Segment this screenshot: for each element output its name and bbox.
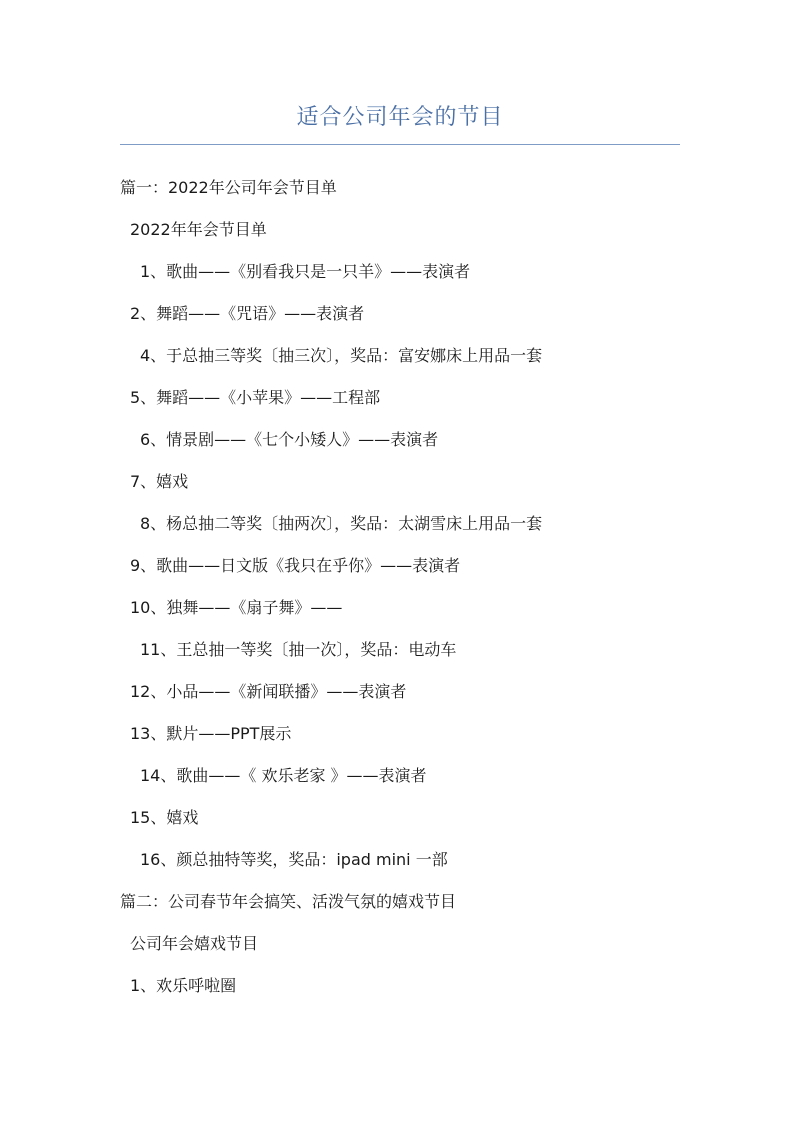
- program-item: 6、情景剧——《七个小矮人》——表演者: [140, 430, 439, 449]
- program-item: 11、王总抽一等奖〔抽一次〕，奖品：电动车: [140, 640, 457, 659]
- program-item: 14、歌曲——《 欢乐老家 》——表演者: [140, 766, 427, 785]
- program-item: 15、嬉戏: [130, 808, 199, 827]
- program-item: 4、于总抽三等奖〔抽三次〕，奖品：富安娜床上用品一套: [140, 346, 543, 365]
- section-heading-2: 篇二：公司春节年会搞笑、活泼气氛的嬉戏节目: [120, 892, 457, 911]
- program-item: 12、小品——《新闻联播》——表演者: [130, 682, 407, 701]
- program-item: 13、默片——PPT展示: [130, 724, 292, 743]
- program-item: 5、舞蹈——《小苹果》——工程部: [130, 388, 381, 407]
- subheading-program-list: 2022年年会节目单: [130, 220, 267, 239]
- title-divider: [120, 144, 680, 145]
- subheading-games: 公司年会嬉戏节目: [130, 934, 259, 953]
- program-item: 10、独舞——《扇子舞》——: [130, 598, 343, 617]
- program-item: 2、舞蹈——《咒语》——表演者: [130, 304, 365, 323]
- game-item: 1、欢乐呼啦圈: [130, 976, 237, 995]
- program-item: 8、杨总抽二等奖〔抽两次〕，奖品：太湖雪床上用品一套: [140, 514, 543, 533]
- program-item: 7、嬉戏: [130, 472, 189, 491]
- program-item: 1、歌曲——《别看我只是一只羊》——表演者: [140, 262, 471, 281]
- section-heading-1: 篇一：2022年公司年会节目单: [120, 178, 337, 197]
- document-title: 适合公司年会的节目: [296, 105, 504, 130]
- program-item: 16、颜总抽特等奖，奖品：ipad mini 一部: [140, 850, 448, 869]
- program-item: 9、歌曲——日文版《我只在乎你》——表演者: [130, 556, 461, 575]
